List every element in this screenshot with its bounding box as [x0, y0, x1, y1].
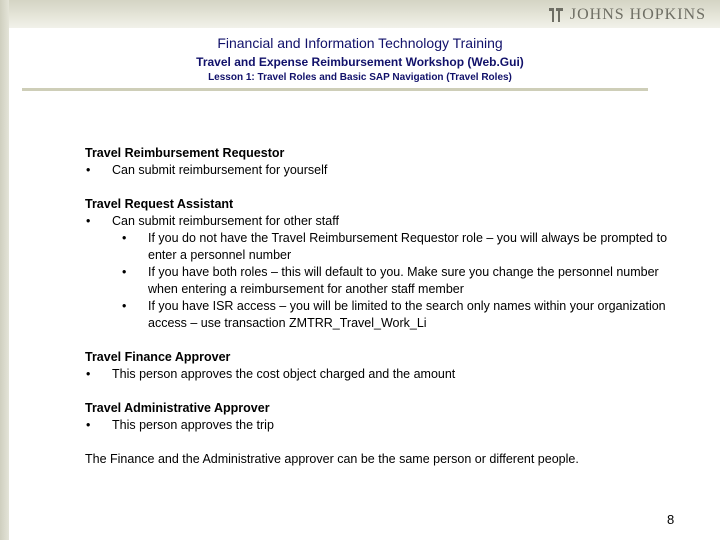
role-title: Travel Administrative Approver	[85, 401, 270, 415]
role-bullet	[85, 366, 685, 383]
header-title: Financial and Information Technology Training	[217, 35, 503, 51]
bullet-icon: •	[86, 214, 91, 228]
role-bullet	[85, 417, 685, 434]
sub-bullet	[85, 298, 685, 332]
bullet-text: Can submit reimbursement for other staff	[112, 214, 339, 228]
note-text: The Finance and the Administrative approver can be the same person or different people.	[85, 452, 579, 466]
roles-list	[85, 145, 685, 434]
bullet-text: This person approves the trip	[112, 418, 274, 432]
bullet-text: This person approves the cost object charged and the amount	[112, 367, 456, 381]
header-lesson: Lesson 1: Travel Roles and Basic SAP Navigation (Travel Roles)	[208, 72, 512, 83]
slide-header	[0, 34, 720, 85]
role-title: Travel Finance Approver	[85, 350, 231, 364]
logo	[548, 4, 706, 26]
bullet-text: Can submit reimbursement for yourself	[112, 163, 328, 177]
page-number: 8	[667, 512, 675, 527]
header-subtitle: Travel and Expense Reimbursement Workshop (Web.Gui)	[196, 55, 524, 69]
role-title: Travel Reimbursement Requestor	[85, 146, 285, 160]
bullet-icon: •	[122, 265, 127, 279]
role-title: Travel Request Assistant	[85, 197, 234, 211]
role-section	[85, 145, 685, 179]
header-divider	[22, 88, 648, 91]
sub-bullet-text: If you have both roles – this will default to you. Make sure you change the personnel number when entering a reimbursement for another staff member	[148, 265, 659, 296]
bullet-icon: •	[86, 163, 91, 177]
logo-text: JOHNS HOPKINS	[569, 6, 706, 23]
role-section	[85, 400, 685, 434]
role-section	[85, 349, 685, 383]
sub-bullet-text: If you do not have the Travel Reimbursement Requestor role – you will always be prompted to enter a personnel number	[148, 231, 668, 262]
role-bullet	[85, 162, 685, 179]
bullet-icon: •	[86, 418, 91, 432]
sub-bullet	[85, 230, 685, 264]
bullet-icon: •	[122, 299, 127, 313]
role-bullet	[85, 213, 685, 230]
jhu-shield-icon	[548, 6, 564, 24]
sub-bullet-text: If you have ISR access – you will be limited to the search only names within your organization access – use transaction ZMTRR_Travel_Work_Li	[148, 299, 666, 330]
bullet-icon: •	[122, 231, 127, 245]
sub-bullet	[85, 264, 685, 298]
bullet-icon: •	[86, 367, 91, 381]
slide-content	[85, 145, 685, 468]
role-section	[85, 196, 685, 332]
